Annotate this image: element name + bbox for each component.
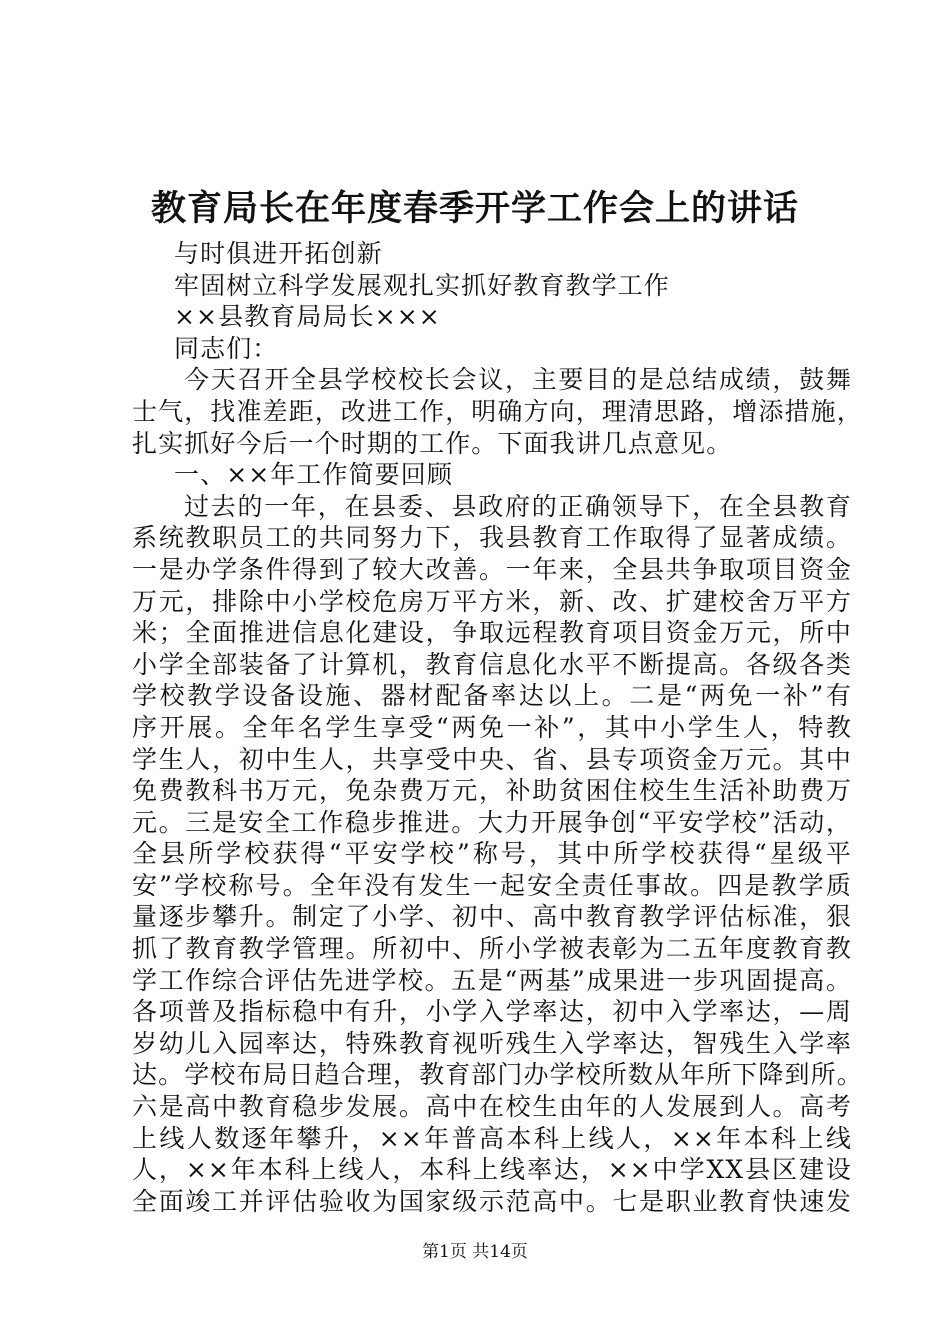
paragraph-line: 人，××年本科上线人，本科上线率达，××中学XX县区建设: [132, 1155, 852, 1185]
paragraph-line: 系统教职员工的共同努力下，我县教育工作取得了显著成绩。: [132, 523, 852, 553]
document-title: 教育局长在年度春季开学工作会上的讲话: [150, 188, 799, 229]
paragraph-line: 过去的一年，在县委、县政府的正确领导下，在全县教育: [184, 491, 852, 521]
paragraph-line: 上线人数逐年攀升，××年普高本科上线人，××年本科上线: [132, 1123, 852, 1153]
author-line: ××县教育局局长×××: [174, 302, 441, 332]
paragraph-line: 学生人，初中生人，共享受中央、省、县专项资金万元。其中: [132, 744, 852, 774]
paragraph-line: 免费教科书万元，免杂费万元，补助贫困住校生生活补助费万: [132, 776, 852, 806]
paragraph-line: 全县所学校获得“平安学校”称号，其中所学校获得“星级平: [132, 839, 852, 869]
paragraph-line: 今天召开全县学校校长会议，主要目的是总结成绩，鼓舞: [184, 365, 852, 395]
paragraph-line: 安”学校称号。全年没有发生一起安全责任事故。四是教学质: [132, 870, 852, 900]
paragraph-line: 抓了教育教学管理。所初中、所小学被表彰为二五年度教育教: [132, 934, 852, 964]
page-number-footer: 第1页 共14页: [422, 1242, 528, 1262]
paragraph-line: 六是高中教育稳步发展。高中在校生由年的人发展到人。高考: [132, 1092, 852, 1122]
paragraph-line: 扎实抓好今后一个时期的工作。下面我讲几点意见。: [132, 428, 733, 458]
paragraph-line: 岁幼儿入园率达，特殊教育视听残生入学率达，智残生入学率: [132, 1028, 852, 1058]
paragraph-line: 小学全部装备了计算机，教育信息化水平不断提高。各级各类: [132, 649, 852, 679]
salutation-line: 同志们：: [174, 333, 279, 363]
section-heading: 一、××年工作简要回顾: [174, 460, 453, 490]
paragraph-line: 全面竣工并评估验收为国家级示范高中。七是职业教育快速发: [132, 1186, 852, 1216]
paragraph-line: 达。学校布局日趋合理，教育部门办学校所数从年所下降到所。: [132, 1060, 863, 1090]
paragraph-line: 量逐步攀升。制定了小学、初中、高中教育教学评估标准，狠: [132, 902, 852, 932]
subtitle-line: 与时俱进开拓创新: [174, 239, 383, 268]
paragraph-line: 学工作综合评估先进学校。五是“两基”成果进一步巩固提高。: [132, 965, 852, 995]
paragraph-line: 万元，排除中小学校危房万平方米，新、改、扩建校舍万平方: [132, 586, 852, 616]
paragraph-line: 米；全面推进信息化建设，争取远程教育项目资金万元，所中: [132, 618, 852, 648]
paragraph-line: 各项普及指标稳中有升，小学入学率达，初中入学率达，—周: [132, 997, 852, 1027]
paragraph-line: 一是办学条件得到了较大改善。一年来，全县共争取项目资金: [132, 554, 852, 584]
paragraph-line: 士气，找准差距，改进工作，明确方向，理清思路，增添措施，: [132, 396, 863, 426]
document-body: [132, 238, 863, 1217]
paragraph-line: 学校教学设备设施、器材配备率达以上。二是“两免一补”有: [132, 681, 852, 711]
paragraph-line: 序开展。全年名学生享受“两免一补”，其中小学生人，特教: [132, 712, 852, 742]
subtitle-line: 牢固树立科学发展观扎实抓好教育教学工作: [174, 270, 670, 300]
paragraph-line: 元。三是安全工作稳步推进。大力开展争创“平安学校”活动，: [132, 807, 852, 837]
